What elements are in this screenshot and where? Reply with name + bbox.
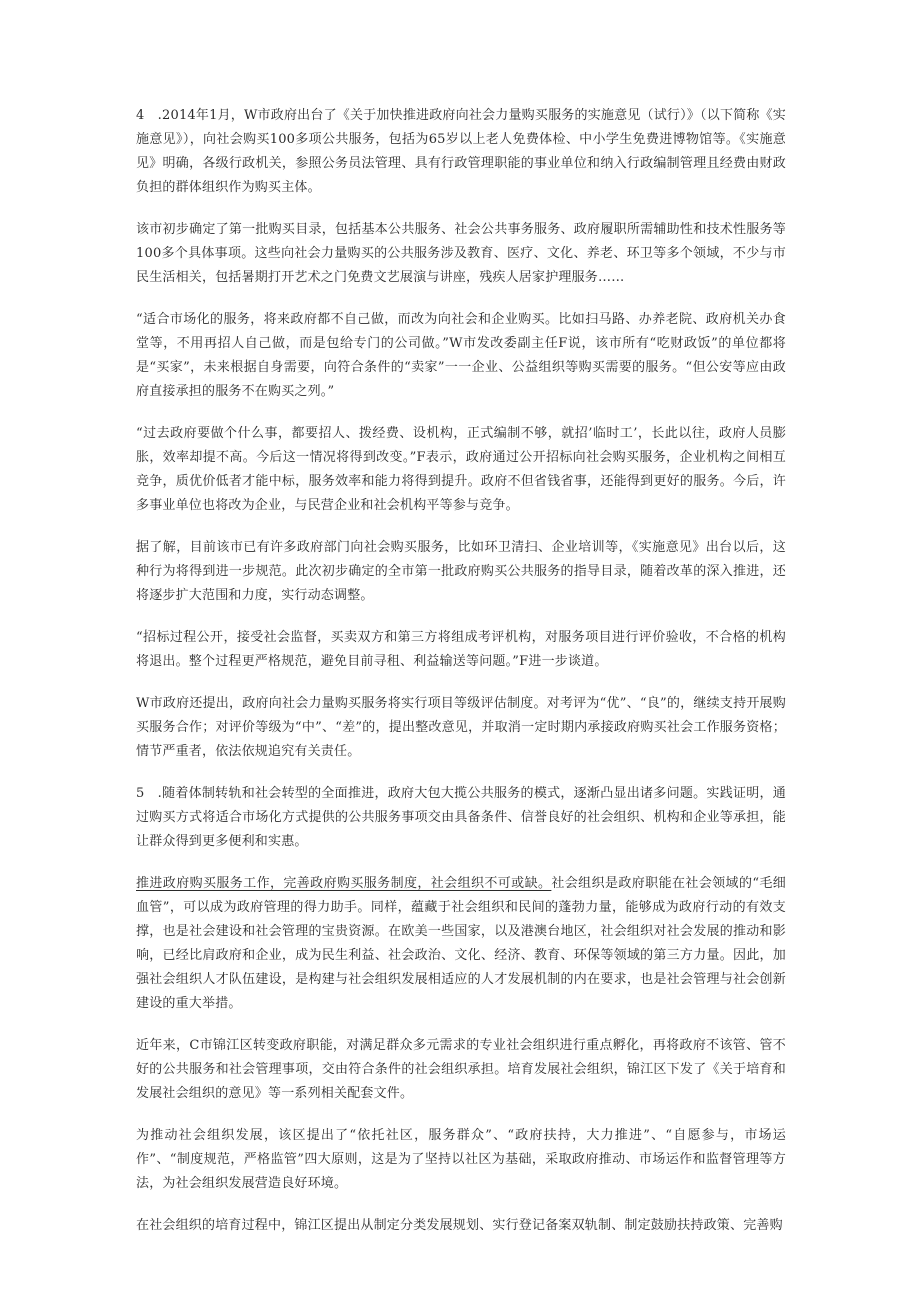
paragraph-bidding-process-quote: “招标过程公开，接受社会监督，买卖双方和第三方将组成考评机构，对服务项目进行评价验收，不合格的机构将退出。整个过程更严格规范，避免目前寻租、利益输送等问题。”F进一步谈道。	[136, 630, 786, 669]
paragraph-evaluation-system: W市政府还提出，政府向社会力量购买服务将实行项目等级评估制度。对考评为“优”、“良”的，继续支持开展购买服务合作；对评价等级为“中”、“差”的，提出整改意见，并取消一定时期内承接政府购买社会工作服务资格；情节严重者，依法依规追究有关责任。	[136, 696, 786, 759]
document-page	[136, 104, 786, 1256]
paragraph-jinjiang-district: 近年来，C市锦江区转变政府职能，对满足群众多元需求的专业社会组织进行重点孵化，再将政府不该管、管不好的公共服务和社会管理事项，交由符合条件的社会组织承担。培育发展社会组织，锦江区下发了《关于培育和发展社会组织的意见》等一系列相关配套文件。	[136, 1038, 786, 1101]
paragraph-social-organizations	[136, 872, 786, 1016]
paragraph-market-services-quote: “适合市场化的服务，将来政府都不自己做，而改为向社会和企业购买。比如扫马路、办养老院、政府机关办食堂等，不用再招人自己做，而是包给专门的公司做。”W市发改委副主任F说，该市所有“吃财政饭”的单位都将是“买家”，未来根据自身需要，向符合条件的“卖家”一一企业、公益组织等购买需要的服务。“但公安等应由政府直接承担的服务不在购买之列。”	[136, 312, 786, 399]
paragraph-item-5: 5 .随着体制转轨和社会转型的全面推进，政府大包大揽公共服务的模式，逐渐凸显出诸多问题。实践证明，通过购买方式将适合市场化方式提供的公共服务事项交由具备条件、信誉良好的社会组织、机构和企业等承担，能让群众得到更多便利和实惠。	[136, 786, 786, 849]
paragraph-past-government-quote: “过去政府要做个什么事，都要招人、拨经费、设机构，正式编制不够，就招’临时工’，长此以往，政府人员膨胀，效率却提不高。今后这一情况将得到改变。”F表示，政府通过公开招标向社会购买服务，企业机构之间相互竞争，质优价低者才能中标，服务效率和能力将得到提升。政府不但省钱省事，还能得到更好的服务。今后，许多事业单位也将改为企业，与民营企业和社会机构平等参与竞争。	[136, 426, 786, 513]
underlined-key-sentence: 推进政府购买服务工作，完善政府购买服务制度，社会组织不可或缺。	[136, 876, 552, 891]
paragraph-four-principles: 为推动社会组织发展，该区提出了“依托社区，服务群众”、“政府扶持，大力推进”、“自愿参与，市场运作”、“制度规范，严格监管”四大原则，这是为了坚持以社区为基础，采取政府推动、市场运作和监督管理等方法，为社会组织发展营造良好环境。	[136, 1128, 786, 1191]
paragraph-current-practice: 据了解，目前该市已有许多政府部门向社会购买服务，比如环卫清扫、企业培训等，《实施意见》出台以后，这种行为将得到进一步规范。此次初步确定的全市第一批政府购买公共服务的指导目录，随着改革的深入推进，还将逐步扩大范围和力度，实行动态调整。	[136, 540, 786, 603]
paragraph-purchase-catalog: 该市初步确定了第一批购买目录，包括基本公共服务、社会公共事务服务、政府履职所需辅助性和技术性服务等100多个具体事项。这些向社会力量购买的公共服务涉及教育、医疗、文化、养老、环卫等多个领域，不少与市民生活相关，包括暑期打开艺术之门免费文艺展演与讲座，残疾人居家护理服务……	[136, 222, 786, 285]
paragraph-social-organizations-body: 社会组织是政府职能在社会领域的“毛细血管”，可以成为政府管理的得力助手。同样，蕴藏于社会组织和民间的蓬勃力量，能够成为政府行动的有效支撑，也是社会建设和社会管理的宝贵资源。在欧美一些国家，以及港澳台地区，社会组织对社会发展的推动和影响，已经比肩政府和企业，成为民生利益、社会政治、文化、经济、教育、环保等领域的第三方力量。因此，加强社会组织人才队伍建设，是构建与社会组织发展相适应的人才发展机制的内在要求，也是社会管理与社会创新建设的重大举措。	[136, 876, 787, 1011]
paragraph-item-4: 4 .2014年1月，W市政府出台了《关于加快推进政府向社会力量购买服务的实施意见（试行）》（以下简称《实施意见》），向社会购买100多项公共服务，包括为65岁以上老人免费体检、中小学生免费进博物馆等。《实施意见》明确，各级行政机关，参照公务员法管理、具有行政管理职能的事业单位和纳入行政编制管理且经费由财政负担的群体组织作为购买主体。	[136, 108, 786, 195]
paragraph-cultivation-process: 在社会组织的培育过程中，锦江区提出从制定分类发展规划、实行登记备案双轨制、制定鼓励扶持政策、完善购	[136, 1218, 783, 1233]
